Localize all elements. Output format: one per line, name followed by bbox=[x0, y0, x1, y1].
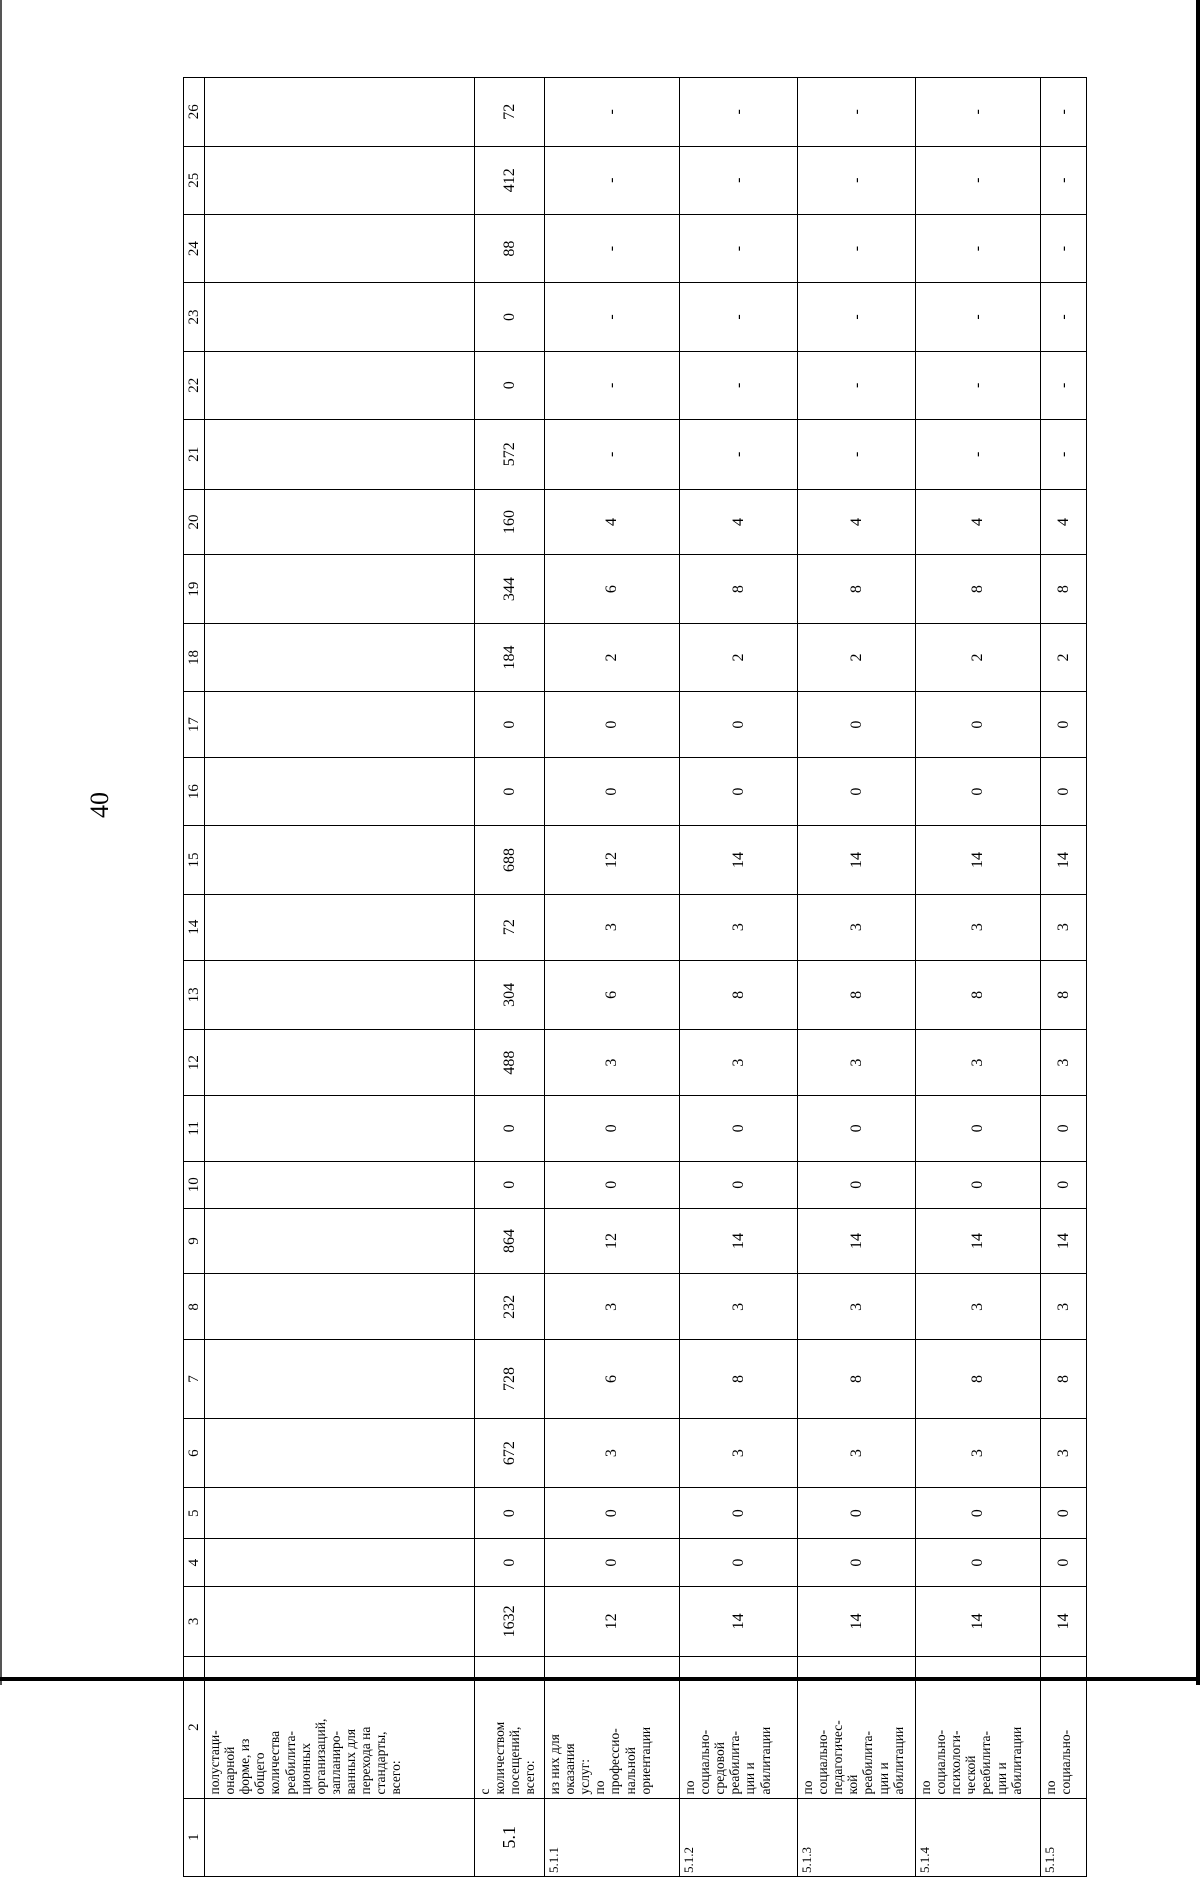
description-line: кой bbox=[845, 1774, 861, 1795]
value-cell: 672 bbox=[475, 1418, 545, 1488]
value-cell: 2 bbox=[1041, 623, 1087, 691]
description-line: по bbox=[1043, 1780, 1058, 1795]
value-cell: 0 bbox=[916, 692, 1041, 758]
column-number: 19 bbox=[184, 555, 205, 623]
description-line: ционных bbox=[297, 1743, 313, 1795]
column-number: 2 bbox=[184, 1656, 205, 1798]
value-cell: 1632 bbox=[475, 1587, 545, 1657]
scan-edge-right bbox=[1196, 0, 1200, 1685]
value-cell: 14 bbox=[916, 826, 1041, 894]
value-cell: 0 bbox=[475, 757, 545, 825]
description-line: форме, из bbox=[237, 1738, 253, 1795]
value-cell: 0 bbox=[798, 1095, 916, 1161]
value-cell bbox=[205, 146, 475, 214]
value-cell: - bbox=[798, 146, 916, 214]
value-cell bbox=[205, 1095, 475, 1161]
value-cell bbox=[205, 1418, 475, 1488]
description-line: по bbox=[682, 1780, 697, 1795]
value-cell: 572 bbox=[475, 419, 545, 489]
value-cell: 0 bbox=[475, 351, 545, 419]
row-description bbox=[916, 1656, 1041, 1798]
column-number: 9 bbox=[184, 1208, 205, 1274]
header-row bbox=[184, 78, 205, 1877]
value-cell bbox=[205, 283, 475, 351]
value-cell bbox=[205, 1161, 475, 1208]
value-cell: 3 bbox=[916, 1418, 1041, 1488]
value-cell: 0 bbox=[798, 1161, 916, 1208]
description-line: посещений, bbox=[507, 1726, 523, 1795]
column-number: 11 bbox=[184, 1095, 205, 1161]
value-cell: - bbox=[545, 214, 680, 282]
column-number: 25 bbox=[184, 146, 205, 214]
value-cell: 4 bbox=[680, 489, 798, 555]
description-line: абилитации bbox=[757, 1726, 773, 1795]
value-cell: 688 bbox=[475, 826, 545, 894]
value-cell: 0 bbox=[798, 1488, 916, 1539]
column-number: 13 bbox=[184, 960, 205, 1030]
value-cell: 8 bbox=[680, 1340, 798, 1418]
column-number: 23 bbox=[184, 283, 205, 351]
value-cell: - bbox=[1041, 78, 1087, 147]
description-line: по bbox=[918, 1780, 933, 1795]
description-line: реабилита- bbox=[727, 1731, 743, 1795]
value-cell: 0 bbox=[680, 1488, 798, 1539]
value-cell: 0 bbox=[545, 692, 680, 758]
value-cell: - bbox=[798, 283, 916, 351]
description-line: профессио- bbox=[607, 1728, 623, 1795]
value-cell: 0 bbox=[916, 1539, 1041, 1587]
value-cell: 0 bbox=[1041, 1488, 1087, 1539]
page-number: 40 bbox=[85, 792, 114, 818]
value-cell: 3 bbox=[916, 1274, 1041, 1340]
value-cell: 0 bbox=[680, 757, 798, 825]
description-line: социально- bbox=[815, 1729, 831, 1795]
description-line: всего: bbox=[522, 1760, 538, 1795]
value-cell: 0 bbox=[475, 1539, 545, 1587]
description-line: ции и bbox=[742, 1762, 758, 1795]
value-cell: - bbox=[1041, 283, 1087, 351]
description-line: с bbox=[477, 1788, 492, 1795]
row-description bbox=[545, 1656, 680, 1798]
column-number: 4 bbox=[184, 1539, 205, 1587]
value-cell: - bbox=[680, 419, 798, 489]
value-cell: 3 bbox=[545, 1418, 680, 1488]
description-line: социально- bbox=[933, 1729, 949, 1795]
row-description bbox=[680, 1656, 798, 1798]
row-code: 5.1.4 bbox=[916, 1798, 1041, 1876]
value-cell: - bbox=[1041, 351, 1087, 419]
table-row bbox=[798, 78, 916, 1877]
value-cell bbox=[205, 894, 475, 960]
value-cell: 0 bbox=[545, 1161, 680, 1208]
description-line: стандарты, bbox=[373, 1731, 389, 1795]
value-cell bbox=[205, 1587, 475, 1657]
value-cell: - bbox=[798, 419, 916, 489]
value-cell: 6 bbox=[545, 1340, 680, 1418]
value-cell: 88 bbox=[475, 214, 545, 282]
description-line: полустаци- bbox=[207, 1730, 222, 1795]
column-number: 8 bbox=[184, 1274, 205, 1340]
table-row bbox=[205, 78, 475, 1877]
row-code: 5.1.1 bbox=[545, 1798, 680, 1876]
value-cell bbox=[205, 757, 475, 825]
description-line: онарной bbox=[222, 1746, 238, 1795]
description-line: оказания bbox=[562, 1743, 578, 1795]
column-number: 7 bbox=[184, 1340, 205, 1418]
value-cell: 12 bbox=[545, 826, 680, 894]
value-cell: 488 bbox=[475, 1030, 545, 1096]
value-cell: 3 bbox=[680, 894, 798, 960]
value-cell: 3 bbox=[798, 1274, 916, 1340]
description-line: нальной bbox=[622, 1747, 638, 1795]
value-cell: - bbox=[798, 351, 916, 419]
value-cell: 14 bbox=[1041, 1587, 1087, 1657]
description-line: психологи- bbox=[948, 1730, 964, 1795]
value-cell bbox=[205, 1340, 475, 1418]
value-cell: 3 bbox=[1041, 1030, 1087, 1096]
value-cell: - bbox=[1041, 146, 1087, 214]
value-cell: - bbox=[916, 419, 1041, 489]
value-cell: 0 bbox=[916, 1488, 1041, 1539]
value-cell: 0 bbox=[1041, 1095, 1087, 1161]
value-cell: 184 bbox=[475, 623, 545, 691]
rotated-table-container bbox=[183, 77, 1123, 1877]
column-number: 6 bbox=[184, 1418, 205, 1488]
value-cell: - bbox=[916, 146, 1041, 214]
value-cell: 14 bbox=[916, 1587, 1041, 1657]
value-cell: - bbox=[916, 78, 1041, 147]
value-cell: 14 bbox=[798, 1208, 916, 1274]
value-cell: 12 bbox=[545, 1208, 680, 1274]
value-cell: 0 bbox=[798, 757, 916, 825]
column-number: 18 bbox=[184, 623, 205, 691]
value-cell: 0 bbox=[798, 1539, 916, 1587]
value-cell bbox=[205, 214, 475, 282]
description-line: организаций, bbox=[312, 1718, 328, 1795]
value-cell: 0 bbox=[1041, 692, 1087, 758]
value-cell: 3 bbox=[1041, 1418, 1087, 1488]
value-cell bbox=[205, 826, 475, 894]
value-cell bbox=[205, 1274, 475, 1340]
description-line: ориентации bbox=[637, 1726, 653, 1795]
description-line: абилитации bbox=[1008, 1726, 1024, 1795]
description-line: реабилита- bbox=[282, 1731, 298, 1795]
row-description bbox=[205, 1656, 475, 1798]
value-cell: 14 bbox=[680, 1208, 798, 1274]
description-line: реабилита- bbox=[860, 1731, 876, 1795]
value-cell: - bbox=[916, 283, 1041, 351]
column-number: 20 bbox=[184, 489, 205, 555]
value-cell bbox=[205, 489, 475, 555]
value-cell: 2 bbox=[916, 623, 1041, 691]
column-number: 16 bbox=[184, 757, 205, 825]
description-line: перехода на bbox=[358, 1726, 374, 1795]
value-cell: 8 bbox=[916, 555, 1041, 623]
row-description bbox=[475, 1656, 545, 1798]
value-cell: 0 bbox=[545, 757, 680, 825]
value-cell bbox=[205, 555, 475, 623]
value-cell: 0 bbox=[916, 1095, 1041, 1161]
column-number: 17 bbox=[184, 692, 205, 758]
table-row bbox=[916, 78, 1041, 1877]
value-cell: - bbox=[545, 283, 680, 351]
value-cell: 0 bbox=[680, 1161, 798, 1208]
value-cell: 8 bbox=[798, 555, 916, 623]
value-cell: 232 bbox=[475, 1274, 545, 1340]
value-cell: 8 bbox=[680, 555, 798, 623]
value-cell: 3 bbox=[680, 1030, 798, 1096]
value-cell: - bbox=[1041, 214, 1087, 282]
value-cell: 14 bbox=[916, 1208, 1041, 1274]
description-line: количеством bbox=[492, 1721, 508, 1795]
value-cell bbox=[205, 1208, 475, 1274]
table-row bbox=[545, 78, 680, 1877]
column-number: 1 bbox=[184, 1798, 205, 1876]
value-cell: 3 bbox=[798, 1030, 916, 1096]
description-line: педагогичес- bbox=[830, 1720, 846, 1795]
column-number: 21 bbox=[184, 419, 205, 489]
value-cell: 2 bbox=[680, 623, 798, 691]
value-cell: 3 bbox=[545, 894, 680, 960]
description-line: средовой bbox=[712, 1742, 728, 1795]
value-cell: 2 bbox=[545, 623, 680, 691]
value-cell: - bbox=[545, 351, 680, 419]
value-cell: 3 bbox=[680, 1274, 798, 1340]
value-cell: 344 bbox=[475, 555, 545, 623]
value-cell: - bbox=[545, 146, 680, 214]
value-cell: 14 bbox=[1041, 826, 1087, 894]
column-number: 14 bbox=[184, 894, 205, 960]
value-cell: 14 bbox=[1041, 1208, 1087, 1274]
value-cell: 0 bbox=[1041, 757, 1087, 825]
value-cell: 4 bbox=[916, 489, 1041, 555]
value-cell: 160 bbox=[475, 489, 545, 555]
description-line: всего: bbox=[388, 1760, 404, 1795]
value-cell: 8 bbox=[798, 1340, 916, 1418]
value-cell: 864 bbox=[475, 1208, 545, 1274]
value-cell: - bbox=[680, 283, 798, 351]
value-cell: 0 bbox=[475, 1095, 545, 1161]
value-cell: 72 bbox=[475, 894, 545, 960]
value-cell bbox=[205, 623, 475, 691]
value-cell bbox=[205, 1488, 475, 1539]
value-cell: - bbox=[680, 78, 798, 147]
value-cell: 12 bbox=[545, 1587, 680, 1657]
value-cell: 0 bbox=[475, 283, 545, 351]
value-cell: 4 bbox=[1041, 489, 1087, 555]
value-cell: 0 bbox=[916, 1161, 1041, 1208]
row-code: 5.1.5 bbox=[1041, 1798, 1087, 1876]
column-number: 24 bbox=[184, 214, 205, 282]
value-cell: 0 bbox=[475, 1488, 545, 1539]
row-description bbox=[1041, 1656, 1087, 1798]
value-cell: 3 bbox=[798, 1418, 916, 1488]
value-cell: 0 bbox=[680, 1095, 798, 1161]
value-cell: - bbox=[916, 351, 1041, 419]
value-cell: - bbox=[545, 419, 680, 489]
description-line: из них для bbox=[547, 1734, 562, 1795]
value-cell: 3 bbox=[916, 894, 1041, 960]
value-cell: 8 bbox=[916, 960, 1041, 1030]
value-cell: 14 bbox=[798, 826, 916, 894]
value-cell: 3 bbox=[1041, 1274, 1087, 1340]
scan-edge-left bbox=[0, 0, 2, 1685]
value-cell: - bbox=[680, 146, 798, 214]
value-cell bbox=[205, 692, 475, 758]
value-cell: 8 bbox=[1041, 1340, 1087, 1418]
row-description bbox=[798, 1656, 916, 1798]
column-number: 26 bbox=[184, 78, 205, 147]
column-number: 12 bbox=[184, 1030, 205, 1096]
value-cell: - bbox=[798, 78, 916, 147]
value-cell: 0 bbox=[680, 1539, 798, 1587]
description-line: реабилита- bbox=[978, 1731, 994, 1795]
value-cell: - bbox=[916, 214, 1041, 282]
column-number: 5 bbox=[184, 1488, 205, 1539]
description-line: ческой bbox=[963, 1755, 979, 1795]
value-cell: 3 bbox=[680, 1418, 798, 1488]
value-cell: 8 bbox=[1041, 960, 1087, 1030]
value-cell: 0 bbox=[475, 1161, 545, 1208]
value-cell: - bbox=[798, 214, 916, 282]
value-cell: 3 bbox=[916, 1030, 1041, 1096]
description-line: ции и bbox=[993, 1762, 1009, 1795]
value-cell: 8 bbox=[916, 1340, 1041, 1418]
table-row bbox=[475, 78, 545, 1877]
value-cell: 0 bbox=[475, 692, 545, 758]
value-cell: 14 bbox=[798, 1587, 916, 1657]
description-line: общего bbox=[252, 1752, 268, 1795]
value-cell: 14 bbox=[680, 826, 798, 894]
value-cell: 0 bbox=[1041, 1161, 1087, 1208]
table-row bbox=[680, 78, 798, 1877]
value-cell: 4 bbox=[545, 489, 680, 555]
value-cell: 0 bbox=[545, 1488, 680, 1539]
column-number: 10 bbox=[184, 1161, 205, 1208]
description-line: социально- bbox=[697, 1729, 713, 1795]
description-line: количества bbox=[267, 1730, 283, 1795]
value-cell bbox=[205, 1539, 475, 1587]
data-table bbox=[183, 77, 1087, 1877]
value-cell: 14 bbox=[680, 1587, 798, 1657]
value-cell bbox=[205, 419, 475, 489]
value-cell: 2 bbox=[798, 623, 916, 691]
value-cell bbox=[205, 78, 475, 147]
description-line: ции и bbox=[875, 1762, 891, 1795]
value-cell: 3 bbox=[545, 1030, 680, 1096]
value-cell: 0 bbox=[680, 692, 798, 758]
value-cell: 0 bbox=[545, 1539, 680, 1587]
column-number: 22 bbox=[184, 351, 205, 419]
value-cell: - bbox=[680, 351, 798, 419]
value-cell: 8 bbox=[1041, 555, 1087, 623]
row-code bbox=[205, 1798, 475, 1876]
value-cell: 3 bbox=[1041, 894, 1087, 960]
value-cell: - bbox=[1041, 419, 1087, 489]
value-cell: 0 bbox=[798, 692, 916, 758]
value-cell: 8 bbox=[798, 960, 916, 1030]
description-line: социально- bbox=[1058, 1729, 1074, 1795]
value-cell: 3 bbox=[545, 1274, 680, 1340]
value-cell: 4 bbox=[798, 489, 916, 555]
value-cell: 6 bbox=[545, 555, 680, 623]
value-cell: - bbox=[680, 214, 798, 282]
value-cell: 3 bbox=[798, 894, 916, 960]
value-cell: 412 bbox=[475, 146, 545, 214]
value-cell: 72 bbox=[475, 78, 545, 147]
description-line: по bbox=[592, 1780, 608, 1795]
value-cell: - bbox=[545, 78, 680, 147]
value-cell bbox=[205, 351, 475, 419]
description-line: услуг: bbox=[577, 1758, 593, 1795]
value-cell: 6 bbox=[545, 960, 680, 1030]
description-line: абилитации bbox=[890, 1726, 906, 1795]
row-code: 5.1 bbox=[475, 1798, 545, 1876]
row-code: 5.1.2 bbox=[680, 1798, 798, 1876]
table-row bbox=[1041, 78, 1087, 1877]
row-code: 5.1.3 bbox=[798, 1798, 916, 1876]
value-cell: 0 bbox=[1041, 1539, 1087, 1587]
description-line: запланиро- bbox=[327, 1730, 343, 1795]
description-line: по bbox=[800, 1780, 815, 1795]
value-cell: 304 bbox=[475, 960, 545, 1030]
value-cell bbox=[205, 1030, 475, 1096]
description-line: ванных для bbox=[342, 1728, 358, 1795]
value-cell: 728 bbox=[475, 1340, 545, 1418]
value-cell bbox=[205, 960, 475, 1030]
column-number: 15 bbox=[184, 826, 205, 894]
value-cell: 0 bbox=[545, 1095, 680, 1161]
value-cell: 8 bbox=[680, 960, 798, 1030]
column-number: 3 bbox=[184, 1587, 205, 1657]
value-cell: 0 bbox=[916, 757, 1041, 825]
